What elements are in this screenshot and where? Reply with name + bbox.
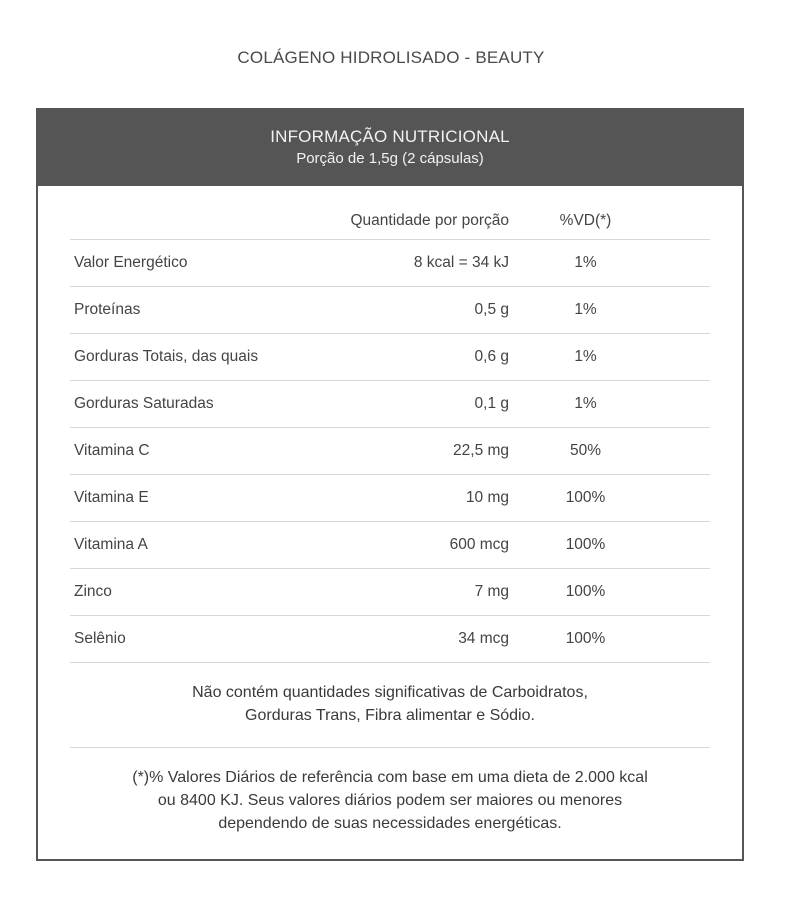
nutrient-daily-value: 50% [509, 428, 710, 475]
nutrient-name: Proteínas [70, 287, 312, 334]
footnote-line: (*)% Valores Diários de referência com base em uma dieta de 2.000 kcal [132, 769, 648, 786]
nutrient-quantity: 8 kcal = 34 kJ [312, 240, 509, 287]
table-row [70, 569, 710, 616]
nutrient-name: Selênio [70, 616, 312, 663]
nutrition-facts-panel [36, 108, 744, 861]
nutrient-daily-value: 1% [509, 240, 710, 287]
table-row [70, 381, 710, 428]
nutrient-quantity: 7 mg [312, 569, 509, 616]
nutrient-name: Gorduras Totais, das quais [70, 334, 312, 381]
nutrient-name: Vitamina E [70, 475, 312, 522]
product-title: COLÁGENO HIDROLISADO - BEAUTY [237, 48, 545, 67]
table-row [70, 334, 710, 381]
nutrition-table [70, 203, 710, 663]
table-row [70, 475, 710, 522]
nutrient-daily-value: 1% [509, 381, 710, 428]
nutrient-daily-value: 100% [509, 475, 710, 522]
nutrition-header [38, 110, 742, 186]
table-header-row [70, 203, 710, 240]
table-row [70, 240, 710, 287]
nutrition-title: INFORMAÇÃO NUTRICIONAL [270, 127, 510, 146]
header-daily-value: %VD(*) [509, 203, 710, 240]
nutrient-name: Vitamina A [70, 522, 312, 569]
nutrient-quantity: 0,5 g [312, 287, 509, 334]
nutrient-quantity: 600 mcg [312, 522, 509, 569]
nutrient-name: Zinco [70, 569, 312, 616]
not-significant-note [70, 681, 710, 727]
nutrient-quantity: 22,5 mg [312, 428, 509, 475]
note-line: Gorduras Trans, Fibra alimentar e Sódio. [245, 707, 535, 724]
table-row [70, 522, 710, 569]
nutrient-quantity: 0,1 g [312, 381, 509, 428]
nutrient-name: Valor Energético [70, 240, 312, 287]
footnote-line: ou 8400 KJ. Seus valores diários podem ser maiores ou menores [157, 792, 623, 809]
daily-value-footnote [70, 766, 710, 835]
nutrient-daily-value: 100% [509, 522, 710, 569]
nutrient-name: Vitamina C [70, 428, 312, 475]
nutrient-daily-value: 1% [509, 334, 710, 381]
nutrient-daily-value: 100% [509, 616, 710, 663]
divider [70, 747, 710, 748]
table-row [70, 428, 710, 475]
table-row [70, 616, 710, 663]
nutrient-quantity: 10 mg [312, 475, 509, 522]
serving-size: Porção de 1,5g (2 cápsulas) [296, 150, 484, 167]
nutrient-daily-value: 1% [509, 287, 710, 334]
nutrient-name: Gorduras Saturadas [70, 381, 312, 428]
footnote-line: dependendo de suas necessidades energéticas. [218, 815, 562, 832]
header-nutrient [70, 203, 312, 240]
nutrient-quantity: 34 mcg [312, 616, 509, 663]
header-quantity: Quantidade por porção [312, 203, 509, 240]
nutrient-quantity: 0,6 g [312, 334, 509, 381]
note-line: Não contém quantidades significativas de Carboidratos, [192, 684, 588, 701]
nutrient-daily-value: 100% [509, 569, 710, 616]
table-row [70, 287, 710, 334]
